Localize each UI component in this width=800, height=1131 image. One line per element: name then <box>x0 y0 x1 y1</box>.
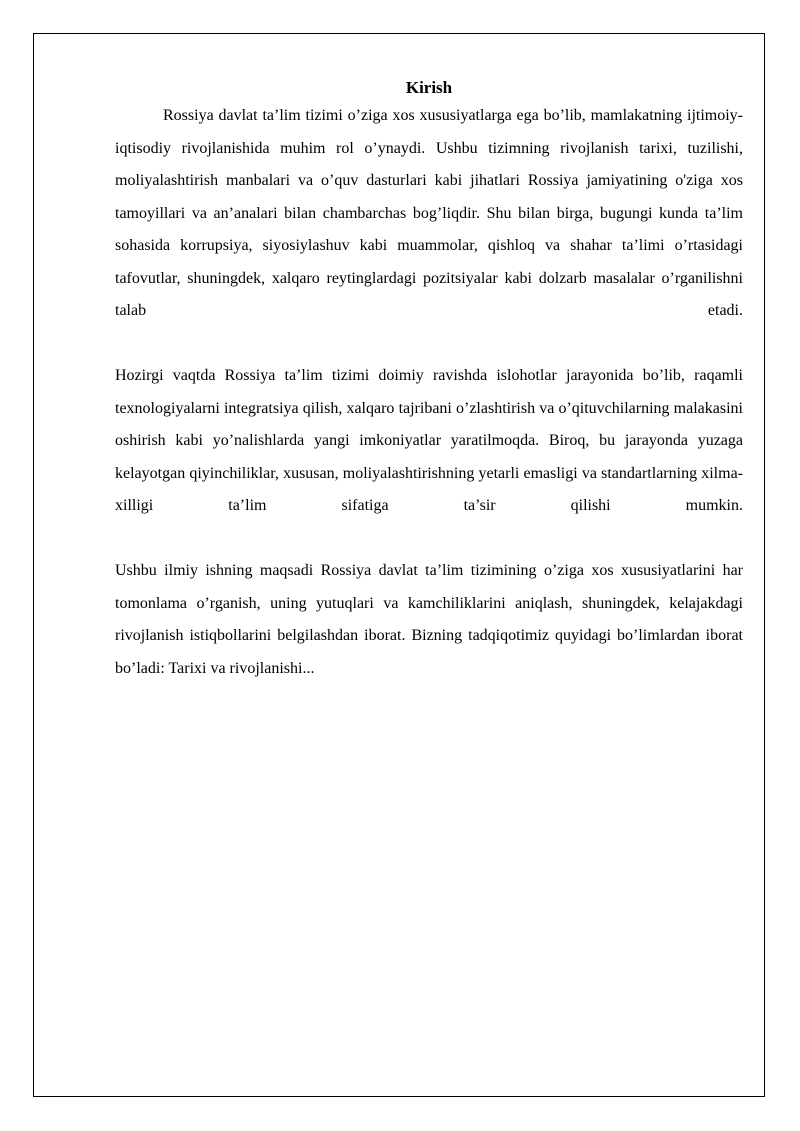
paragraph-intro: Rossiya davlat ta’lim tizimi o’ziga xos xususiyatlarga ega bo’lib, mamlakatning ijtimoiy-iqtisodiy rivojlanishida muhim rol o’ynaydi. Ushbu tizimning rivojlanish tarixi, tuzilishi, moliyalashtirish manbalari va o’quv dasturlari kabi jihatlari Rossiya jamiyatining o'ziga xos tamoyillari va an’analari bilan chambarchas bog’liqdir. Shu bilan birga, bugungi kunda ta’lim sohasida korrupsiya, siyosiylashuv kabi muammolar, qishloq va shahar ta’limi o’rtasidagi tafovutlar, shuningdek, xalqaro reytinglardagi pozitsiyalar kabi dolzarb masalalar o’rganilishni talab etadi. <box>115 107 743 319</box>
paragraph-reforms: Hozirgi vaqtda Rossiya ta’lim tizimi doimiy ravishda islohotlar jarayonida bo’lib, raqamli texnologiyalarni integratsiya qilish, xalqaro tajribani o’zlashtirish va o’qituvchilarning malakasini oshirish kabi yo’nalishlarda yangi imkoniyatlar yaratilmoqda. Biroq, bu jarayonda yuzaga kelayotgan qiyinchiliklar, xususan, moliyalashtirishning yetarli emasligi va standartlarning xilma-xilligi ta’lim sifatiga ta’sir qilishi mumkin. <box>115 367 743 514</box>
document-title: Kirish <box>405 78 453 97</box>
paragraph-spacer <box>115 328 743 361</box>
paragraph-aim: Ushbu ilmiy ishning maqsadi Rossiya davlat ta’lim tizimining o’ziga xos xususiyatlarini har tomonlama o’rganish, uning yutuqlari va kamchiliklarini aniqlash, shuningdek, kelajakdagi rivojlanish istiqbollarini belgilashdan iborat. Bizning tadqiqotimiz quyidagi bo’limlardan iborat bo’ladi: Tarixi va rivojlanishi... <box>115 562 743 677</box>
paragraph-spacer <box>115 523 743 556</box>
document-body <box>115 76 743 685</box>
